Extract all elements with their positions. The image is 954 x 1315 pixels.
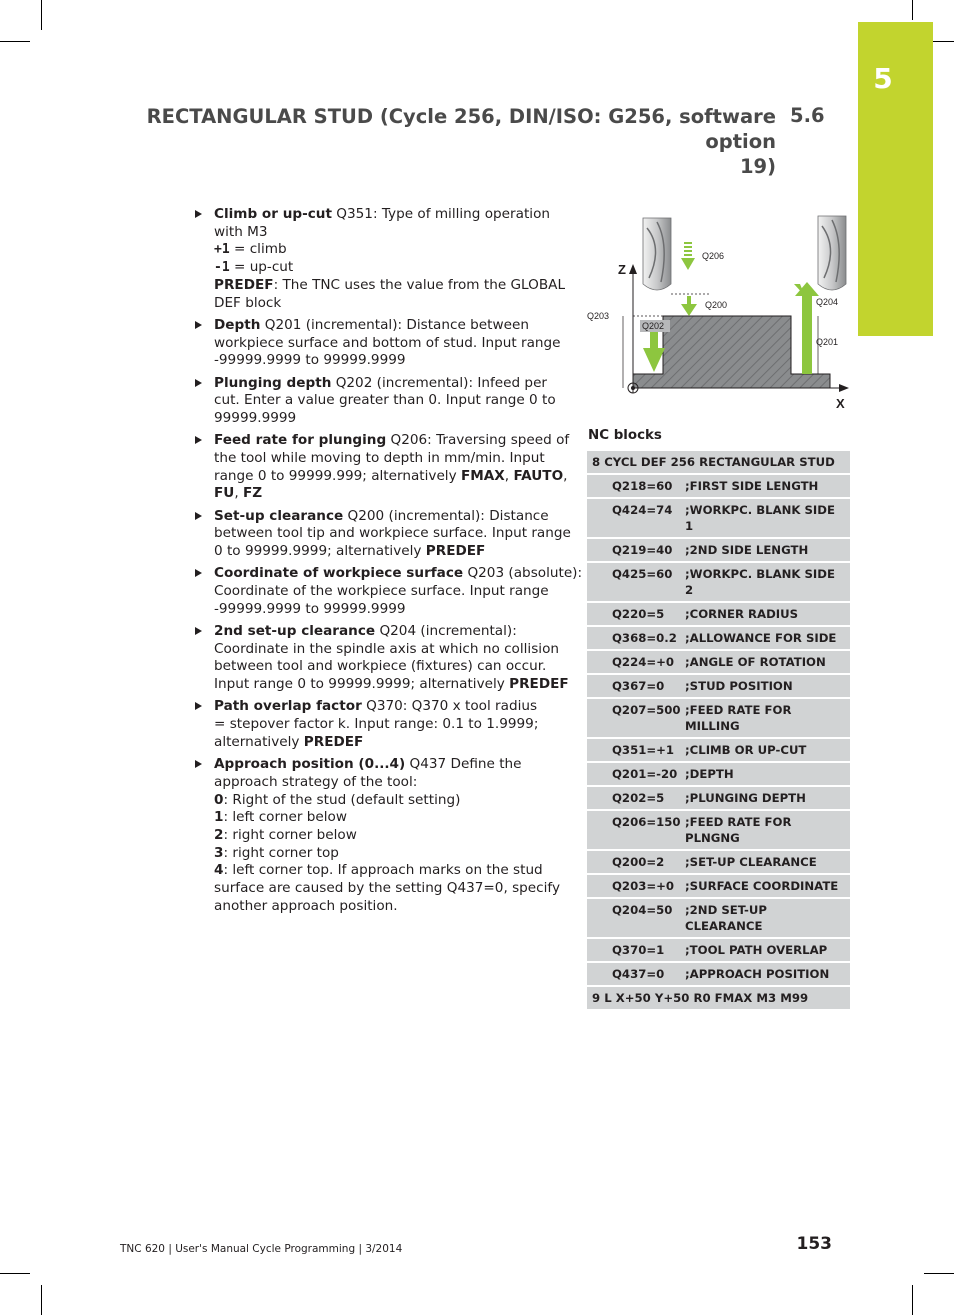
parameter-emphasis: Set-up clearance [214,507,344,524]
page-title-line: RECTANGULAR STUD (Cycle 256, DIN/ISO: G256, software option [146,105,776,153]
nc-code: Q207=500 [612,703,681,717]
parameter-line [214,276,566,295]
parameter-item [193,698,558,751]
parameter-emphasis: Approach position (0...4) [214,756,406,773]
parameter-line [214,259,558,277]
parameter-text: Q351: Type of milling operation [331,206,551,222]
parameter-text: , [234,485,243,502]
parameter-line [214,698,558,716]
nc-last-line: 9 L X+50 Y+50 R0 FMAX M3 M99 [587,987,850,1009]
q203-label: Q203 [587,311,610,321]
nc-comment: ;SET-UP CLEARANCE [685,855,817,869]
bullet-arrow-icon [195,512,202,520]
nc-code: Q368=0.2 [612,631,677,645]
parameter-emphasis: PREDEF [425,543,486,560]
nc-comment: ;CORNER RADIUS [685,607,799,621]
parameter-text: : Right of the stud (default setting) [223,791,461,808]
nc-row [587,939,850,961]
section-number: 5.6 [790,104,825,127]
parameter-text: : left corner below [223,809,347,826]
nc-row [587,811,850,849]
parameter-text: Coordinate in the spindle axis at which no collision [214,640,560,657]
nc-comment: ;SURFACE COORDINATE [685,879,839,893]
parameter-text: range 0 to 99999.999; alternatively [214,467,461,484]
bullet-arrow-icon [195,210,202,218]
parameter-emphasis: Feed rate for plunging [214,432,387,449]
parameter-emphasis: -1 [214,260,230,276]
parameter-text: Q201 (incremental): Distance between [260,316,529,333]
nc-comment: ;FIRST SIDE LENGTH [685,479,819,493]
parameter-text: the tool while moving to depth in mm/min. Input [214,449,545,466]
nc-code: Q204=50 [612,903,673,917]
parameter-list [193,206,583,920]
nc-blocks-table [587,451,850,1011]
parameter-emphasis: 1 [214,809,224,826]
parameter-emphasis: FAUTO [513,467,564,484]
nc-code: Q219=40 [612,543,673,557]
nc-code: Q224=+0 [612,655,675,669]
parameter-text: -99999.9999 to 99999.9999 [214,352,406,369]
parameter-emphasis: PREDEF [509,676,569,693]
parameter-text: : The TNC uses the value from the GLOBAL [273,276,566,293]
parameter-line [214,508,558,526]
parameter-item [193,375,558,428]
parameter-item [193,756,558,915]
q206-arrow [681,242,695,270]
nc-comment: ;DEPTH [685,767,734,781]
parameter-line [214,774,558,792]
parameter-emphasis: 2nd set-up clearance [214,623,376,640]
footer-text: TNC 620 | User's Manual Cycle Programming | 3/2014 [120,1243,403,1255]
parameter-text: surface are caused by the setting Q437=0, specify [214,880,560,897]
parameter-text: 99999.9999 [214,409,297,426]
nc-code: Q202=5 [612,791,665,805]
parameter-text: another approach position. [214,897,398,914]
parameter-text: approach strategy of the tool: [214,773,418,790]
parameter-text: , [504,467,514,484]
nc-row [587,763,850,785]
parameter-emphasis: Depth [214,316,261,333]
nc-row [587,651,850,673]
parameter-text: : right corner top [223,844,339,861]
nc-comment: ;2ND SET-UP CLEARANCE [685,903,767,933]
nc-comment: ;STUD POSITION [685,679,793,693]
parameter-line [214,880,558,898]
chapter-number: 5 [873,62,893,95]
parameter-line [214,352,558,370]
tool-left [643,218,671,290]
bullet-arrow-icon [195,569,202,577]
parameter-emphasis: Climb or up-cut [214,206,332,222]
q201-label: Q201 [816,337,839,347]
page-title-line: 19) [739,155,776,178]
parameter-text: Q206: Traversing speed of [386,432,570,449]
parameter-line [214,410,558,428]
parameter-text: = stepover factor k. Input range: 0.1 to 1.9999; [214,716,539,733]
parameter-text: Q203 (absolute): [463,565,583,582]
parameter-emphasis: FMAX [460,467,505,484]
nc-code: Q425=60 [612,567,673,581]
parameter-text: Q204 (incremental): [375,623,517,640]
parameter-text: : right corner below [223,826,357,843]
nc-code: Q351=+1 [612,743,675,757]
nc-row [587,675,850,697]
parameter-text: with M3 [214,223,268,240]
crop-mark [924,1273,954,1274]
nc-row [587,539,850,561]
parameter-item [193,206,566,312]
nc-row [587,963,850,985]
nc-row [587,499,850,537]
parameter-text: , [563,467,568,484]
bullet-arrow-icon [195,627,202,635]
nc-row [587,603,850,625]
parameter-line [214,641,558,659]
parameter-text: cut. Enter a value greater than 0. Input range 0 to [214,392,556,409]
chapter-tab [858,22,933,336]
parameter-line [214,375,558,393]
nc-comment: ;ALLOWANCE FOR SIDE [685,631,837,645]
q206-label: Q206 [702,251,725,261]
parameter-text: Q200 (incremental): Distance [343,507,549,524]
crop-mark [0,41,30,42]
nc-row [587,699,850,737]
nc-code: Q200=2 [612,855,665,869]
nc-comment: ;FEED RATE FOR MILLING [685,703,792,733]
parameter-item [193,432,570,503]
nc-code: Q201=-20 [612,767,678,781]
nc-comment: ;APPROACH POSITION [685,967,830,981]
parameter-item [193,316,561,370]
nc-code: Q220=5 [612,607,665,621]
nc-code: Q370=1 [612,943,665,957]
bullet-arrow-icon [195,760,202,768]
parameter-emphasis: Plunging depth [214,374,332,391]
nc-comment: ;2ND SIDE LENGTH [685,543,809,557]
parameter-text: -99999.9999 to 99999.9999 [214,600,406,617]
parameter-item [193,623,569,694]
parameter-line [214,334,561,353]
parameter-line [214,809,558,827]
parameter-text: = up-cut [229,259,294,276]
parameter-emphasis: Coordinate of workpiece surface [214,565,464,582]
nc-code: Q218=60 [612,479,673,493]
parameter-line [214,224,558,242]
parameter-text: Input range 0 to 99999.9999; alternatively [214,676,510,693]
parameter-item [193,565,583,618]
parameter-line [214,658,558,676]
parameter-text: DEF block [214,294,282,311]
parameter-line [214,676,569,694]
bullet-arrow-icon [195,321,202,329]
parameter-line [214,467,568,486]
parameter-emphasis: 3 [214,844,224,861]
nc-code: Q206=150 [612,815,681,829]
parameter-text: = climb [229,241,287,258]
bullet-arrow-icon [195,379,202,387]
stud-diagram [583,208,853,413]
parameter-text: Coordinate of the workpiece surface. Input range [214,583,549,600]
parameter-text: Q437 Define the [405,756,522,773]
parameter-line [214,241,558,259]
nc-comment: ;TOOL PATH OVERLAP [685,943,828,957]
parameter-text: alternatively [214,733,304,750]
parameter-emphasis: PREDEF [303,733,364,750]
nc-row [587,787,850,809]
parameter-text: Q370: Q370 x tool radius [361,698,538,715]
page-number: 153 [796,1234,832,1254]
parameter-emphasis: Path overlap factor [214,698,362,715]
nc-row [587,627,850,649]
parameter-line [214,898,558,916]
parameter-line [214,317,558,335]
parameter-text: between tool tip and workpiece surface. Input range [214,525,571,542]
parameter-emphasis: 4 [214,862,224,879]
crop-mark [0,1273,30,1274]
crop-mark [912,0,913,20]
nc-rows [587,475,850,985]
parameter-line [214,565,583,583]
nc-blocks-title: NC blocks [588,428,662,443]
parameter-line [214,583,558,601]
parameter-text: 0 to 99999.9999; alternatively [214,543,426,560]
nc-row [587,875,850,897]
nc-row [587,851,850,873]
parameter-line [214,601,558,619]
parameter-emphasis: PREDEF [214,276,274,293]
q200-arrow [681,296,697,316]
axis-z-label: Z [618,262,626,277]
parameter-text: between tool and workpiece (fixtures) can occur. [214,658,547,675]
parameter-line [214,485,558,503]
nc-first-line: 8 CYCL DEF 256 RECTANGULAR STUD [587,451,850,473]
parameter-line [214,525,571,543]
nc-code: Q437=0 [612,967,665,981]
parameter-line [214,792,558,810]
parameter-line [214,295,558,313]
q202-label: Q202 [642,321,665,331]
crop-mark [41,0,42,30]
parameter-text: Q202 (incremental): Infeed per [331,374,548,391]
nc-comment: ;WORKPC. BLANK SIDE 2 [685,567,835,597]
parameter-emphasis: 2 [214,826,224,843]
nc-code: Q367=0 [612,679,665,693]
nc-comment: ;CLIMB OR UP-CUT [685,743,807,757]
parameter-line [214,206,558,224]
nc-comment: ;WORKPC. BLANK SIDE 1 [685,503,835,533]
parameter-emphasis: FU [214,485,235,502]
nc-row [587,475,850,497]
parameter-emphasis: 0 [214,791,224,808]
parameter-text: : left corner top. If approach marks on the stud [223,862,543,879]
q200-label: Q200 [705,300,728,310]
parameter-line [214,845,558,863]
nc-row [587,899,850,937]
nc-row [587,739,850,761]
nc-code: Q203=+0 [612,879,675,893]
parameter-line [214,623,558,641]
parameter-line [214,862,558,880]
nc-comment: ;ANGLE OF ROTATION [685,655,826,669]
parameter-line [214,716,558,734]
bullet-arrow-icon [195,702,202,710]
axis-x-label: X [836,396,845,411]
tool-right [818,216,846,290]
parameter-emphasis: FZ [242,485,263,502]
parameter-line [214,543,558,561]
nc-code: Q424=74 [612,503,673,517]
parameter-line [214,432,570,450]
parameter-line [214,450,558,468]
parameter-line [214,734,558,752]
page-title [120,104,776,179]
nc-comment: ;FEED RATE FOR PLNGNG [685,815,792,845]
crop-mark [41,1285,42,1315]
parameter-line [214,392,558,410]
parameter-text: workpiece surface and bottom of stud. Input range [214,334,561,351]
bullet-arrow-icon [195,436,202,444]
parameter-emphasis: +1 [214,242,230,258]
q204-label: Q204 [816,297,839,307]
parameter-item [193,507,571,561]
nc-comment: ;PLUNGING DEPTH [685,791,806,805]
parameter-line [214,827,558,845]
crop-mark [912,1285,913,1315]
nc-row [587,563,850,601]
parameter-line [214,756,558,774]
